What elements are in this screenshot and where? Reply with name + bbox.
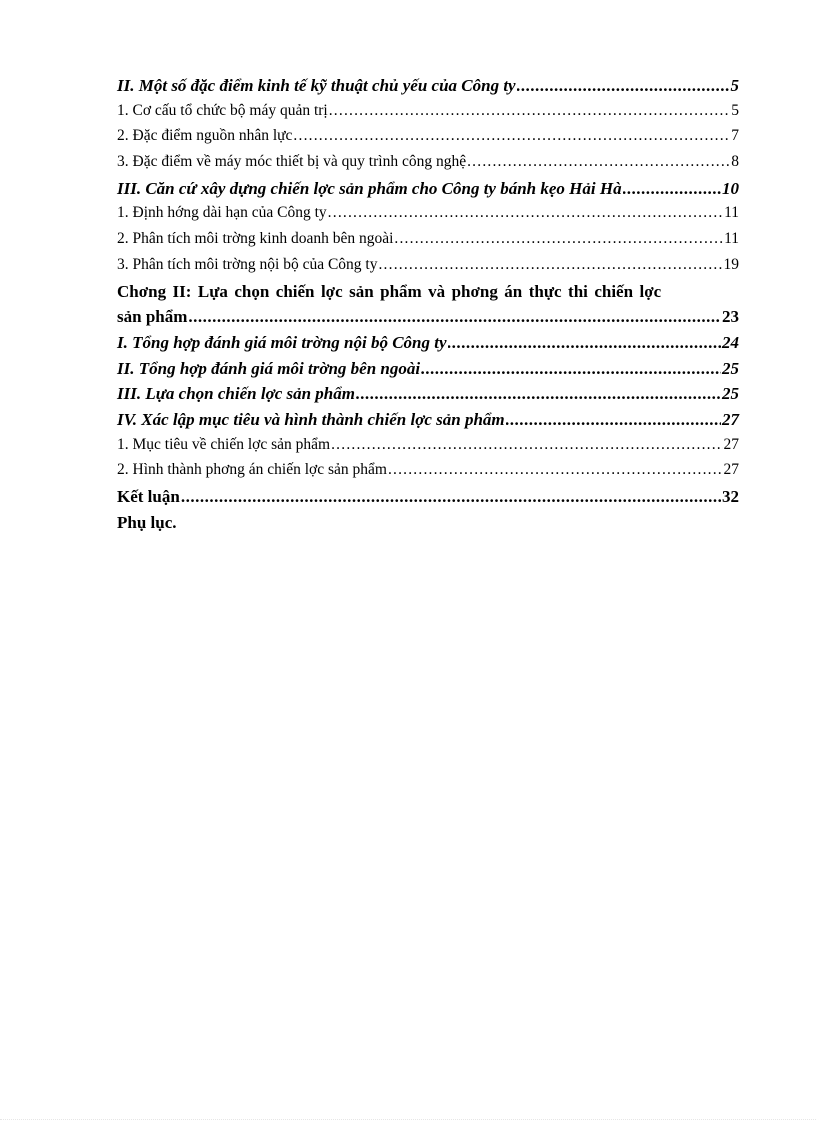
toc-entry (117, 359, 739, 385)
toc-leader-dots (467, 153, 730, 171)
toc-entry (117, 127, 739, 153)
toc-leader-dots (388, 461, 723, 479)
toc-leader-dots (421, 359, 721, 379)
toc-entry (117, 230, 739, 256)
toc-entry-page: 23 (722, 307, 739, 327)
toc-leader-dots (506, 410, 721, 430)
toc-entry-title: II. Một số đặc điểm kinh tế kỹ thuật chủ yếu của Công ty (117, 76, 516, 95)
toc-entry-title: 3. Đặc điểm về máy móc thiết bị và quy trình công nghệ (117, 153, 467, 171)
toc-entry-title: 2. Hình thành phơng án chiến lợc sản phẩm (117, 461, 387, 479)
toc-entry-page: 5 (731, 101, 739, 119)
toc-entry-page: 25 (722, 358, 739, 378)
toc-entry (117, 461, 739, 487)
toc-entry-title: III. Lựa chọn chiến lợc sản phẩm (117, 384, 355, 404)
toc-entry (117, 204, 739, 230)
toc-entry (117, 256, 739, 282)
toc-entry-page: 10 (722, 178, 739, 198)
toc-entry (117, 102, 739, 128)
toc-entry-page: 19 (723, 255, 739, 273)
toc-entry-title: Kết luận (117, 487, 180, 506)
toc-leader-dots (181, 487, 721, 507)
toc-leader-dots (394, 230, 723, 248)
toc-entry-page: 27 (723, 461, 739, 479)
toc-entry-page: 25 (722, 384, 739, 404)
toc-leader-dots (188, 307, 721, 327)
toc-entry-title: 1. Mục tiêu về chiến lợc sản phẩm (117, 435, 331, 453)
toc-leader-dots (356, 384, 721, 404)
toc-entry (117, 179, 739, 205)
toc-entry (117, 76, 739, 102)
toc-entry (117, 153, 739, 179)
toc-leader-dots (331, 436, 722, 454)
toc-leader-dots (328, 204, 723, 222)
toc-entry (117, 307, 739, 333)
toc-entry-title: 1. Định hớng dài hạn của Công ty (117, 204, 327, 222)
toc-entry (117, 333, 739, 359)
toc-chapter-title-line2: sản phẩm (117, 307, 188, 327)
toc-entry-page: 32 (722, 487, 739, 506)
toc-leader-dots (623, 179, 721, 199)
toc-entry-page: 27 (723, 435, 739, 453)
toc-entry (117, 410, 739, 436)
toc-entry-page: 8 (731, 153, 739, 171)
toc-entry-title: 3. Phân tích môi trờng nội bộ của Công ty (117, 255, 378, 273)
toc-entry-title: 2. Đặc điểm nguồn nhân lực (117, 127, 293, 145)
toc-entry-title: 2. Phân tích môi trờng kinh doanh bên ngoài (117, 230, 394, 248)
toc-leader-dots (448, 333, 721, 353)
toc-entry (117, 487, 739, 513)
toc-entry-page: 5 (730, 76, 739, 95)
toc-chapter-title-line1: Chơng II: Lựa chọn chiến lợc sản phẩm và phơng án thực thi chiến lợc (117, 281, 662, 301)
page-bottom-divider (0, 1119, 816, 1120)
toc-entry-title: IV. Xác lập mục tiêu và hình thành chiến lợc sản phẩm (117, 409, 505, 429)
table-of-contents (117, 76, 739, 538)
toc-entry (117, 384, 739, 410)
toc-entry-page: 7 (731, 127, 739, 145)
toc-entry-title: III. Căn cứ xây dựng chiến lợc sản phẩm cho Công ty bánh kẹo Hải Hà (117, 178, 622, 198)
toc-leader-dots (329, 102, 731, 120)
toc-entry-title: 1. Cơ cấu tổ chức bộ máy quản trị (117, 101, 328, 119)
toc-entry-appendix: Phụ lục. (117, 512, 177, 532)
toc-leader-dots (378, 256, 722, 274)
toc-entry-page: 11 (724, 204, 739, 222)
toc-entry-page: 11 (724, 230, 739, 248)
toc-entry (117, 436, 739, 462)
toc-entry-title: I. Tổng hợp đánh giá môi trờng nội bộ Công ty (117, 332, 447, 352)
toc-entry-title: II. Tổng hợp đánh giá môi trờng bên ngoài (117, 358, 421, 378)
toc-entry-page: 27 (722, 409, 739, 429)
toc-leader-dots (293, 127, 730, 145)
toc-leader-dots (517, 76, 730, 96)
toc-entry-page: 24 (722, 332, 739, 352)
